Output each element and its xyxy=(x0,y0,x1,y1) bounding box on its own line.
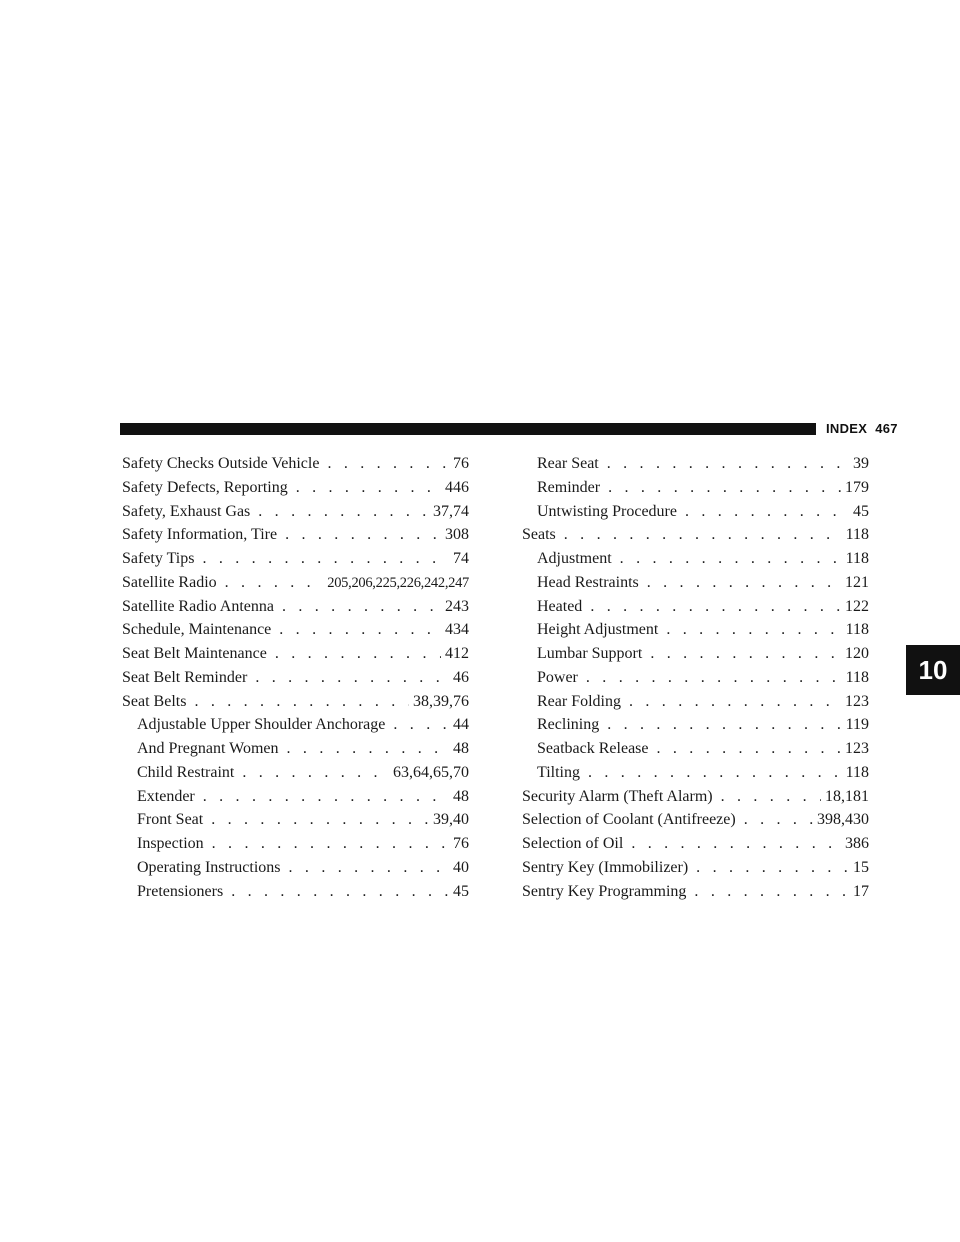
page-references: 120 xyxy=(845,645,869,662)
index-subentry xyxy=(522,713,869,737)
dot-leader xyxy=(211,808,429,832)
index-term: Lumbar Support xyxy=(537,645,643,662)
page-references: 45 xyxy=(853,502,869,520)
index-term: Height Adjustment xyxy=(537,621,659,639)
dot-leader xyxy=(590,595,841,619)
dot-leader xyxy=(685,500,849,524)
index-subentry xyxy=(522,761,869,785)
page-references: 39,40 xyxy=(433,811,469,829)
index-term: Adjustment xyxy=(537,550,612,567)
page-references: 48 xyxy=(453,740,469,757)
index-term: Satellite Radio Antenna xyxy=(122,597,274,615)
index-subentry xyxy=(522,476,869,500)
page-references: 18,181 xyxy=(825,787,869,805)
dot-leader xyxy=(607,452,849,476)
index-term: Rear Seat xyxy=(537,455,599,472)
index-entry xyxy=(122,595,469,619)
dot-leader xyxy=(255,666,449,690)
index-entry xyxy=(122,690,469,714)
index-term: Reclining xyxy=(537,716,600,734)
dot-leader xyxy=(647,571,841,595)
index-subentry xyxy=(122,856,469,880)
page-references: 446 xyxy=(445,478,469,496)
dot-leader xyxy=(607,713,841,737)
dot-leader xyxy=(744,808,813,832)
index-term: Safety Tips xyxy=(122,550,195,567)
header-rule xyxy=(120,423,816,435)
dot-leader xyxy=(721,785,821,809)
index-column-left xyxy=(122,452,469,903)
page-references: 118 xyxy=(845,526,869,544)
index-term: Seatback Release xyxy=(537,740,649,757)
index-subentry xyxy=(522,547,869,571)
index-term: Head Restraints xyxy=(537,573,639,591)
page-references: 63,64,65,70 xyxy=(393,763,469,781)
dot-leader xyxy=(696,856,849,880)
dot-leader xyxy=(231,880,449,904)
index-term: Sentry Key (Immobilizer) xyxy=(522,858,689,876)
index-term: Untwisting Procedure xyxy=(537,502,677,520)
index-term: Heated xyxy=(537,597,583,615)
running-header xyxy=(826,420,898,438)
index-subentry xyxy=(122,785,469,809)
index-term: Selection of Oil xyxy=(522,835,624,852)
page-references: 44 xyxy=(453,716,469,734)
index-column-right xyxy=(522,452,869,903)
dot-leader xyxy=(657,737,842,761)
dot-leader xyxy=(203,785,449,809)
page-references: 179 xyxy=(845,478,869,496)
page-references: 118 xyxy=(845,668,869,686)
dot-leader xyxy=(289,856,449,880)
index-entry xyxy=(522,832,869,856)
page-references: 46 xyxy=(453,668,469,686)
index-term: Seat Belts xyxy=(122,692,187,710)
index-entry xyxy=(122,476,469,500)
page-references: 123 xyxy=(845,740,869,757)
page-references: 15 xyxy=(853,858,869,876)
index-entry xyxy=(122,666,469,690)
section-title: INDEX xyxy=(826,421,868,436)
index-subentry xyxy=(522,737,869,761)
page-references: 37,74 xyxy=(433,502,469,520)
index-term: Adjustable Upper Shoulder Anchorage xyxy=(137,716,386,734)
index-term: Extender xyxy=(137,787,195,805)
index-entry xyxy=(122,523,469,547)
index-subentry xyxy=(122,737,469,761)
dot-leader xyxy=(629,690,841,714)
page-references: 39 xyxy=(853,455,869,472)
dot-leader xyxy=(650,642,841,666)
dot-leader xyxy=(620,547,842,571)
dot-leader xyxy=(608,476,841,500)
index-entry xyxy=(522,523,869,547)
index-subentry xyxy=(522,452,869,476)
index-subentry xyxy=(522,690,869,714)
index-entry xyxy=(122,452,469,476)
page-references: 118 xyxy=(845,621,869,639)
dot-leader xyxy=(393,713,449,737)
index-subentry xyxy=(522,666,869,690)
page-references: 76 xyxy=(453,835,469,852)
index-entry xyxy=(522,856,869,880)
chapter-tab: 10 xyxy=(906,645,960,695)
index-term: Seat Belt Maintenance xyxy=(122,645,267,662)
page-references: 119 xyxy=(845,716,869,734)
index-term: Rear Folding xyxy=(537,692,621,710)
page-references: 118 xyxy=(845,550,869,567)
index-term: Sentry Key Programming xyxy=(522,882,687,900)
index-entry xyxy=(522,808,869,832)
index-entry xyxy=(122,547,469,571)
index-entry xyxy=(122,500,469,524)
index-term: Safety Checks Outside Vehicle xyxy=(122,455,320,472)
dot-leader xyxy=(564,523,842,547)
dot-leader xyxy=(296,476,441,500)
dot-leader xyxy=(194,690,409,714)
page-references: 412 xyxy=(445,645,469,662)
dot-leader xyxy=(666,618,841,642)
index-term: Inspection xyxy=(137,835,204,852)
dot-leader xyxy=(258,500,429,524)
index-term: Schedule, Maintenance xyxy=(122,621,272,639)
index-subentry xyxy=(122,808,469,832)
index-entry xyxy=(522,785,869,809)
index-term: Safety Defects, Reporting xyxy=(122,478,288,496)
page-references: 118 xyxy=(845,763,869,781)
index-subentry xyxy=(522,618,869,642)
page-references: 434 xyxy=(445,621,469,639)
page-references: 48 xyxy=(453,787,469,805)
page-references: 17 xyxy=(853,882,869,900)
index-term: Selection of Coolant (Antifreeze) xyxy=(522,811,736,829)
index-subentry xyxy=(122,713,469,737)
page-references: 398,430 xyxy=(817,811,869,829)
page-references: 386 xyxy=(845,835,869,852)
dot-leader xyxy=(694,880,849,904)
index-term: Operating Instructions xyxy=(137,858,281,876)
page-references: 308 xyxy=(445,526,469,544)
index-subentry xyxy=(522,642,869,666)
page-number: 467 xyxy=(875,421,898,436)
index-entry xyxy=(122,571,469,595)
index-term: Seats xyxy=(522,526,556,544)
index-subentry xyxy=(122,832,469,856)
dot-leader xyxy=(586,666,842,690)
index-subentry xyxy=(522,571,869,595)
page-references: 205,206,225,226,242,247 xyxy=(327,574,469,591)
page-references: 243 xyxy=(445,597,469,615)
dot-leader xyxy=(327,452,449,476)
dot-leader xyxy=(242,761,389,785)
index-entry xyxy=(122,642,469,666)
page-references: 74 xyxy=(453,550,469,567)
page-references: 38,39,76 xyxy=(413,692,469,710)
index-term: Power xyxy=(537,668,578,686)
index-entry xyxy=(522,880,869,904)
index-term: Tilting xyxy=(537,763,580,781)
index-term: And Pregnant Women xyxy=(137,740,279,757)
index-subentry xyxy=(522,595,869,619)
dot-leader xyxy=(287,737,449,761)
dot-leader xyxy=(588,761,842,785)
page-references: 40 xyxy=(453,858,469,876)
dot-leader xyxy=(282,595,441,619)
page-references: 123 xyxy=(845,692,869,710)
index-term: Safety, Exhaust Gas xyxy=(122,502,251,520)
index-term: Front Seat xyxy=(137,811,204,829)
dot-leader xyxy=(285,523,441,547)
index-term: Child Restraint xyxy=(137,763,235,781)
page-references: 121 xyxy=(845,573,869,591)
index-term: Safety Information, Tire xyxy=(122,526,278,544)
index-term: Reminder xyxy=(537,478,601,496)
index-subentry xyxy=(122,761,469,785)
dot-leader xyxy=(202,547,449,571)
index-subentry xyxy=(122,880,469,904)
index-subentry xyxy=(522,500,869,524)
index-term: Satellite Radio xyxy=(122,573,217,591)
page-references: 45 xyxy=(453,882,469,900)
index-entry xyxy=(122,618,469,642)
page-references: 76 xyxy=(453,455,469,472)
dot-leader xyxy=(279,618,441,642)
dot-leader xyxy=(275,642,441,666)
dot-leader xyxy=(225,571,324,595)
index-term: Seat Belt Reminder xyxy=(122,668,248,686)
dot-leader xyxy=(212,832,449,856)
index-term: Pretensioners xyxy=(137,882,224,900)
dot-leader xyxy=(631,832,841,856)
page-references: 122 xyxy=(845,597,869,615)
index-term: Security Alarm (Theft Alarm) xyxy=(522,787,713,805)
